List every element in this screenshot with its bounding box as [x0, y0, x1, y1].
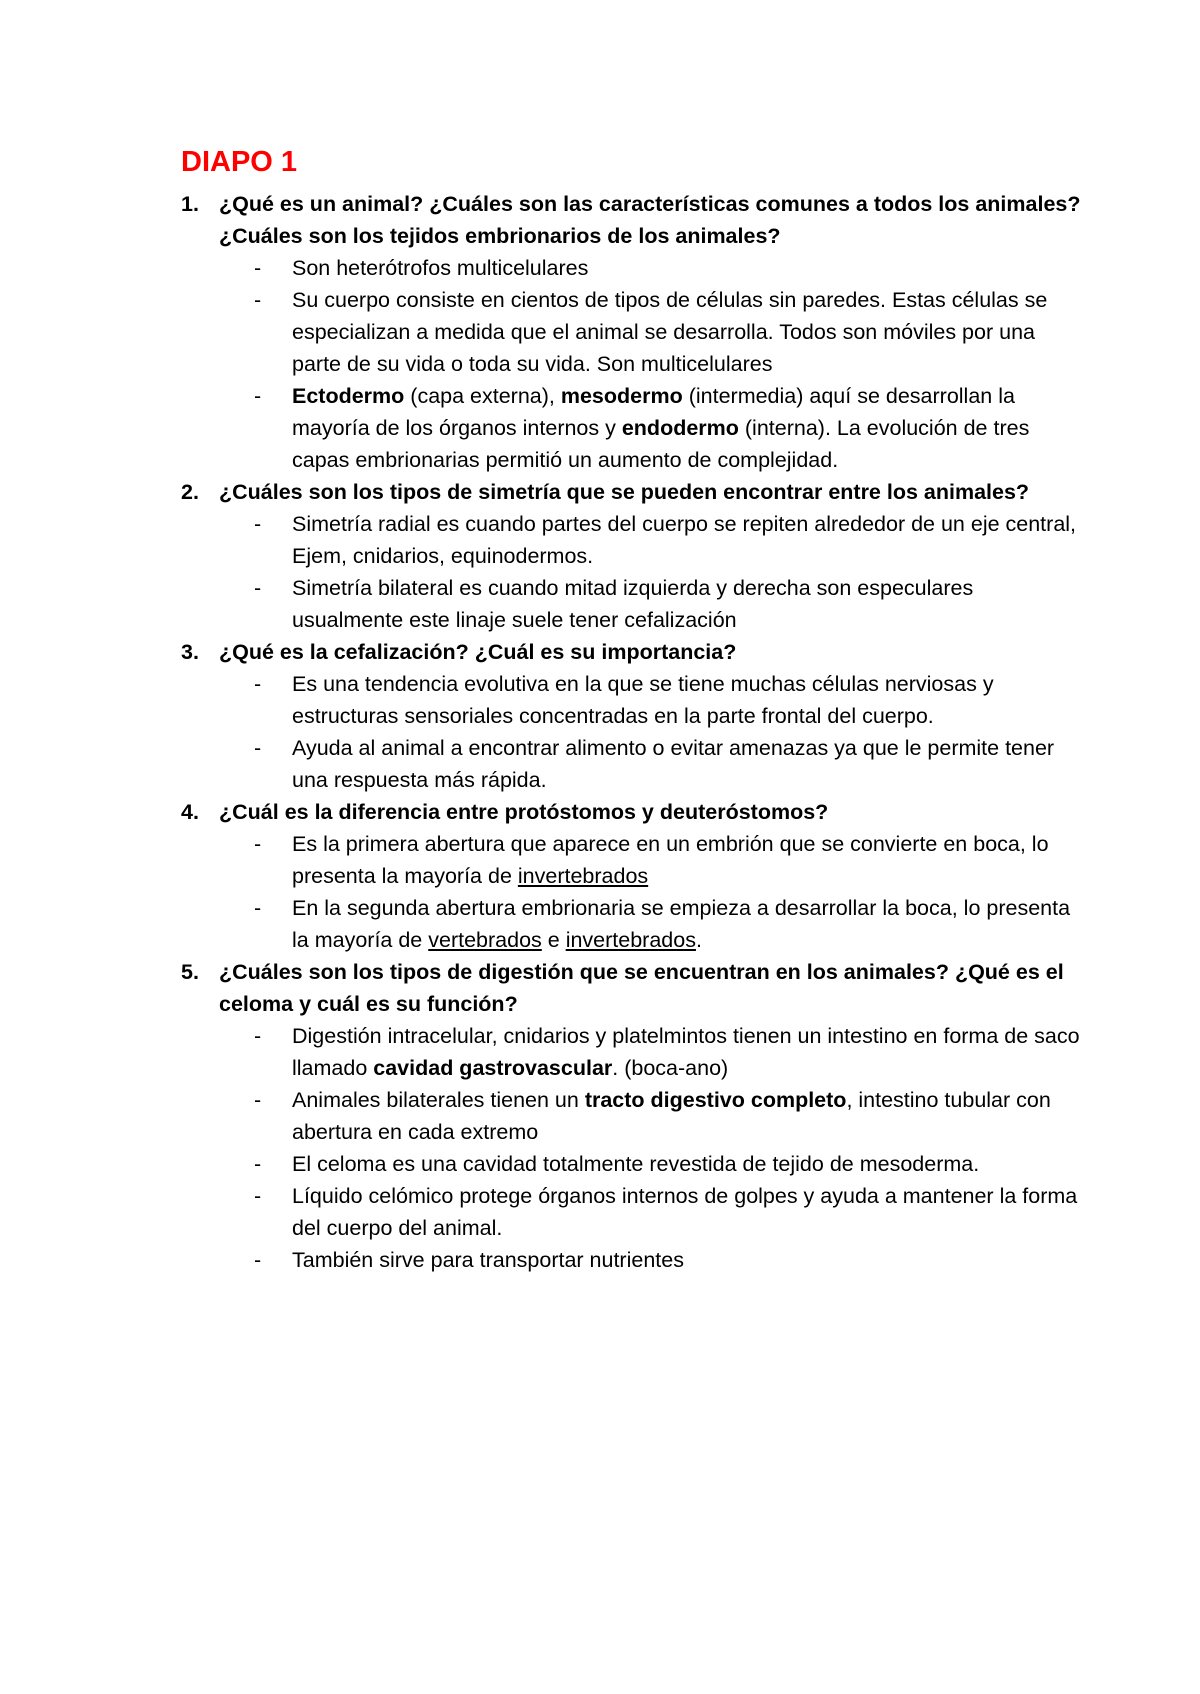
question-item — [181, 476, 1081, 636]
answer-text: También sirve para transportar nutrientes — [292, 1248, 684, 1272]
bullet-dash: - — [254, 256, 262, 280]
bullet-dash: - — [254, 1248, 262, 1272]
answer-text: En la segunda abertura embrionaria se empieza a desarrollar la boca, lo presenta la mayoría de — [292, 896, 1071, 952]
answer-text: (capa externa), — [404, 384, 561, 408]
bullet-dash: - — [254, 832, 262, 856]
question-text: ¿Qué es la cefalización? ¿Cuál es su importancia? — [219, 640, 737, 664]
question-number: 5. — [181, 960, 199, 984]
question-item — [181, 796, 1081, 956]
document-title: DIAPO 1 — [181, 146, 298, 178]
answer-text: Son heterótrofos multicelulares — [292, 256, 589, 280]
term-invertebrados: invertebrados — [565, 928, 696, 952]
answer-text: El celoma es una cavidad totalmente revestida de tejido de mesoderma. — [292, 1152, 980, 1176]
question-text: ¿Qué es un animal? ¿Cuáles son las características comunes a todos los animales? ¿Cuáles son los tejidos embrionarios de los animales? — [219, 192, 1081, 248]
bullet-dash: - — [254, 384, 262, 408]
answer-list — [219, 508, 1081, 636]
bullet-dash: - — [254, 576, 262, 600]
answer-text: Animales bilaterales tienen un — [292, 1088, 585, 1112]
answer-text: . — [695, 928, 702, 952]
answer-item — [219, 508, 1081, 572]
term-endodermo: endodermo — [621, 416, 739, 440]
answer-item — [219, 1084, 1081, 1148]
bullet-dash: - — [254, 1024, 262, 1048]
question-number: 4. — [181, 800, 199, 824]
answer-item — [219, 1244, 1081, 1276]
bullet-dash: - — [254, 288, 262, 312]
term-tracto-digestivo: tracto digestivo completo — [584, 1088, 847, 1112]
question-text: ¿Cuál es la diferencia entre protóstomos y deuteróstomos? — [219, 800, 829, 824]
answer-item — [219, 892, 1081, 956]
bullet-dash: - — [254, 1088, 262, 1112]
answer-item — [219, 732, 1081, 796]
answer-text: , intestino tubular con abertura en cada extremo — [292, 1088, 1051, 1144]
bullet-dash: - — [254, 736, 262, 760]
question-number: 3. — [181, 640, 199, 664]
question-number: 1. — [181, 192, 199, 216]
answer-text: (interna). La evolución de tres capas embrionarias permitió un aumento de complejidad. — [292, 416, 1030, 472]
answer-item — [219, 1180, 1081, 1244]
answer-item — [219, 668, 1081, 732]
answer-item — [219, 252, 1081, 284]
answer-text: Es la primera abertura que aparece en un embrión que se convierte en boca, lo presenta la mayoría de — [292, 832, 1049, 888]
answer-list — [219, 668, 1081, 796]
answer-text: Es una tendencia evolutiva en la que se tiene muchas células nerviosas y estructuras sensoriales concentradas en la parte frontal del cuerpo. — [292, 672, 994, 728]
term-invertebrados: invertebrados — [517, 864, 649, 888]
question-text: ¿Cuáles son los tipos de digestión que se encuentran en los animales? ¿Qué es el celoma y cuál es su función? — [219, 960, 1064, 1016]
bullet-dash: - — [254, 672, 262, 696]
term-ectodermo: Ectodermo — [292, 384, 405, 408]
bullet-dash: - — [254, 1184, 262, 1208]
question-item — [181, 636, 1081, 796]
answer-text: Ayuda al animal a encontrar alimento o evitar amenazas ya que le permite tener una respuesta más rápida. — [292, 736, 1055, 792]
question-text: ¿Cuáles son los tipos de simetría que se pueden encontrar entre los animales? — [219, 480, 1030, 504]
answer-text: Líquido celómico protege órganos internos de golpes y ayuda a mantener la forma del cuerpo del animal. — [292, 1184, 1078, 1240]
answer-text: Simetría bilateral es cuando mitad izquierda y derecha son especulares usualmente este linaje suele tener cefalización — [292, 576, 974, 632]
answer-text: Su cuerpo consiste en cientos de tipos de células sin paredes. Estas células se especializan a medida que el animal se desarrolla. Todos son móviles por una parte de su vida o toda su vida. Son multicelulares — [292, 288, 1048, 376]
question-list — [181, 188, 1081, 1276]
term-mesodermo: mesodermo — [560, 384, 683, 408]
term-vertebrados: vertebrados — [428, 928, 542, 952]
answer-item — [219, 572, 1081, 636]
answer-item — [219, 1020, 1081, 1084]
answer-text: . (boca-ano) — [612, 1056, 729, 1080]
answer-text: e — [541, 928, 566, 952]
answer-text: Digestión intracelular, cnidarios y platelmintos tienen un intestino en forma de saco llamado — [292, 1024, 1080, 1080]
answer-item — [219, 284, 1081, 380]
bullet-dash: - — [254, 1152, 262, 1176]
answer-list — [219, 252, 1081, 476]
answer-item — [219, 380, 1081, 476]
term-cavidad-gastrovascular: cavidad gastrovascular — [373, 1056, 613, 1080]
answer-list — [219, 828, 1081, 956]
question-item — [181, 956, 1081, 1276]
bullet-dash: - — [254, 896, 262, 920]
answer-item — [219, 1148, 1081, 1180]
answer-item — [219, 828, 1081, 892]
answer-text: (intermedia) aquí se desarrollan la mayoría de los órganos internos y — [292, 384, 1015, 440]
bullet-dash: - — [254, 512, 262, 536]
answer-list — [219, 1020, 1081, 1276]
answer-text: Simetría radial es cuando partes del cuerpo se repiten alrededor de un eje central, Ejem, cnidarios, equinodermos. — [292, 512, 1077, 568]
question-item — [181, 188, 1081, 476]
question-number: 2. — [181, 480, 199, 504]
